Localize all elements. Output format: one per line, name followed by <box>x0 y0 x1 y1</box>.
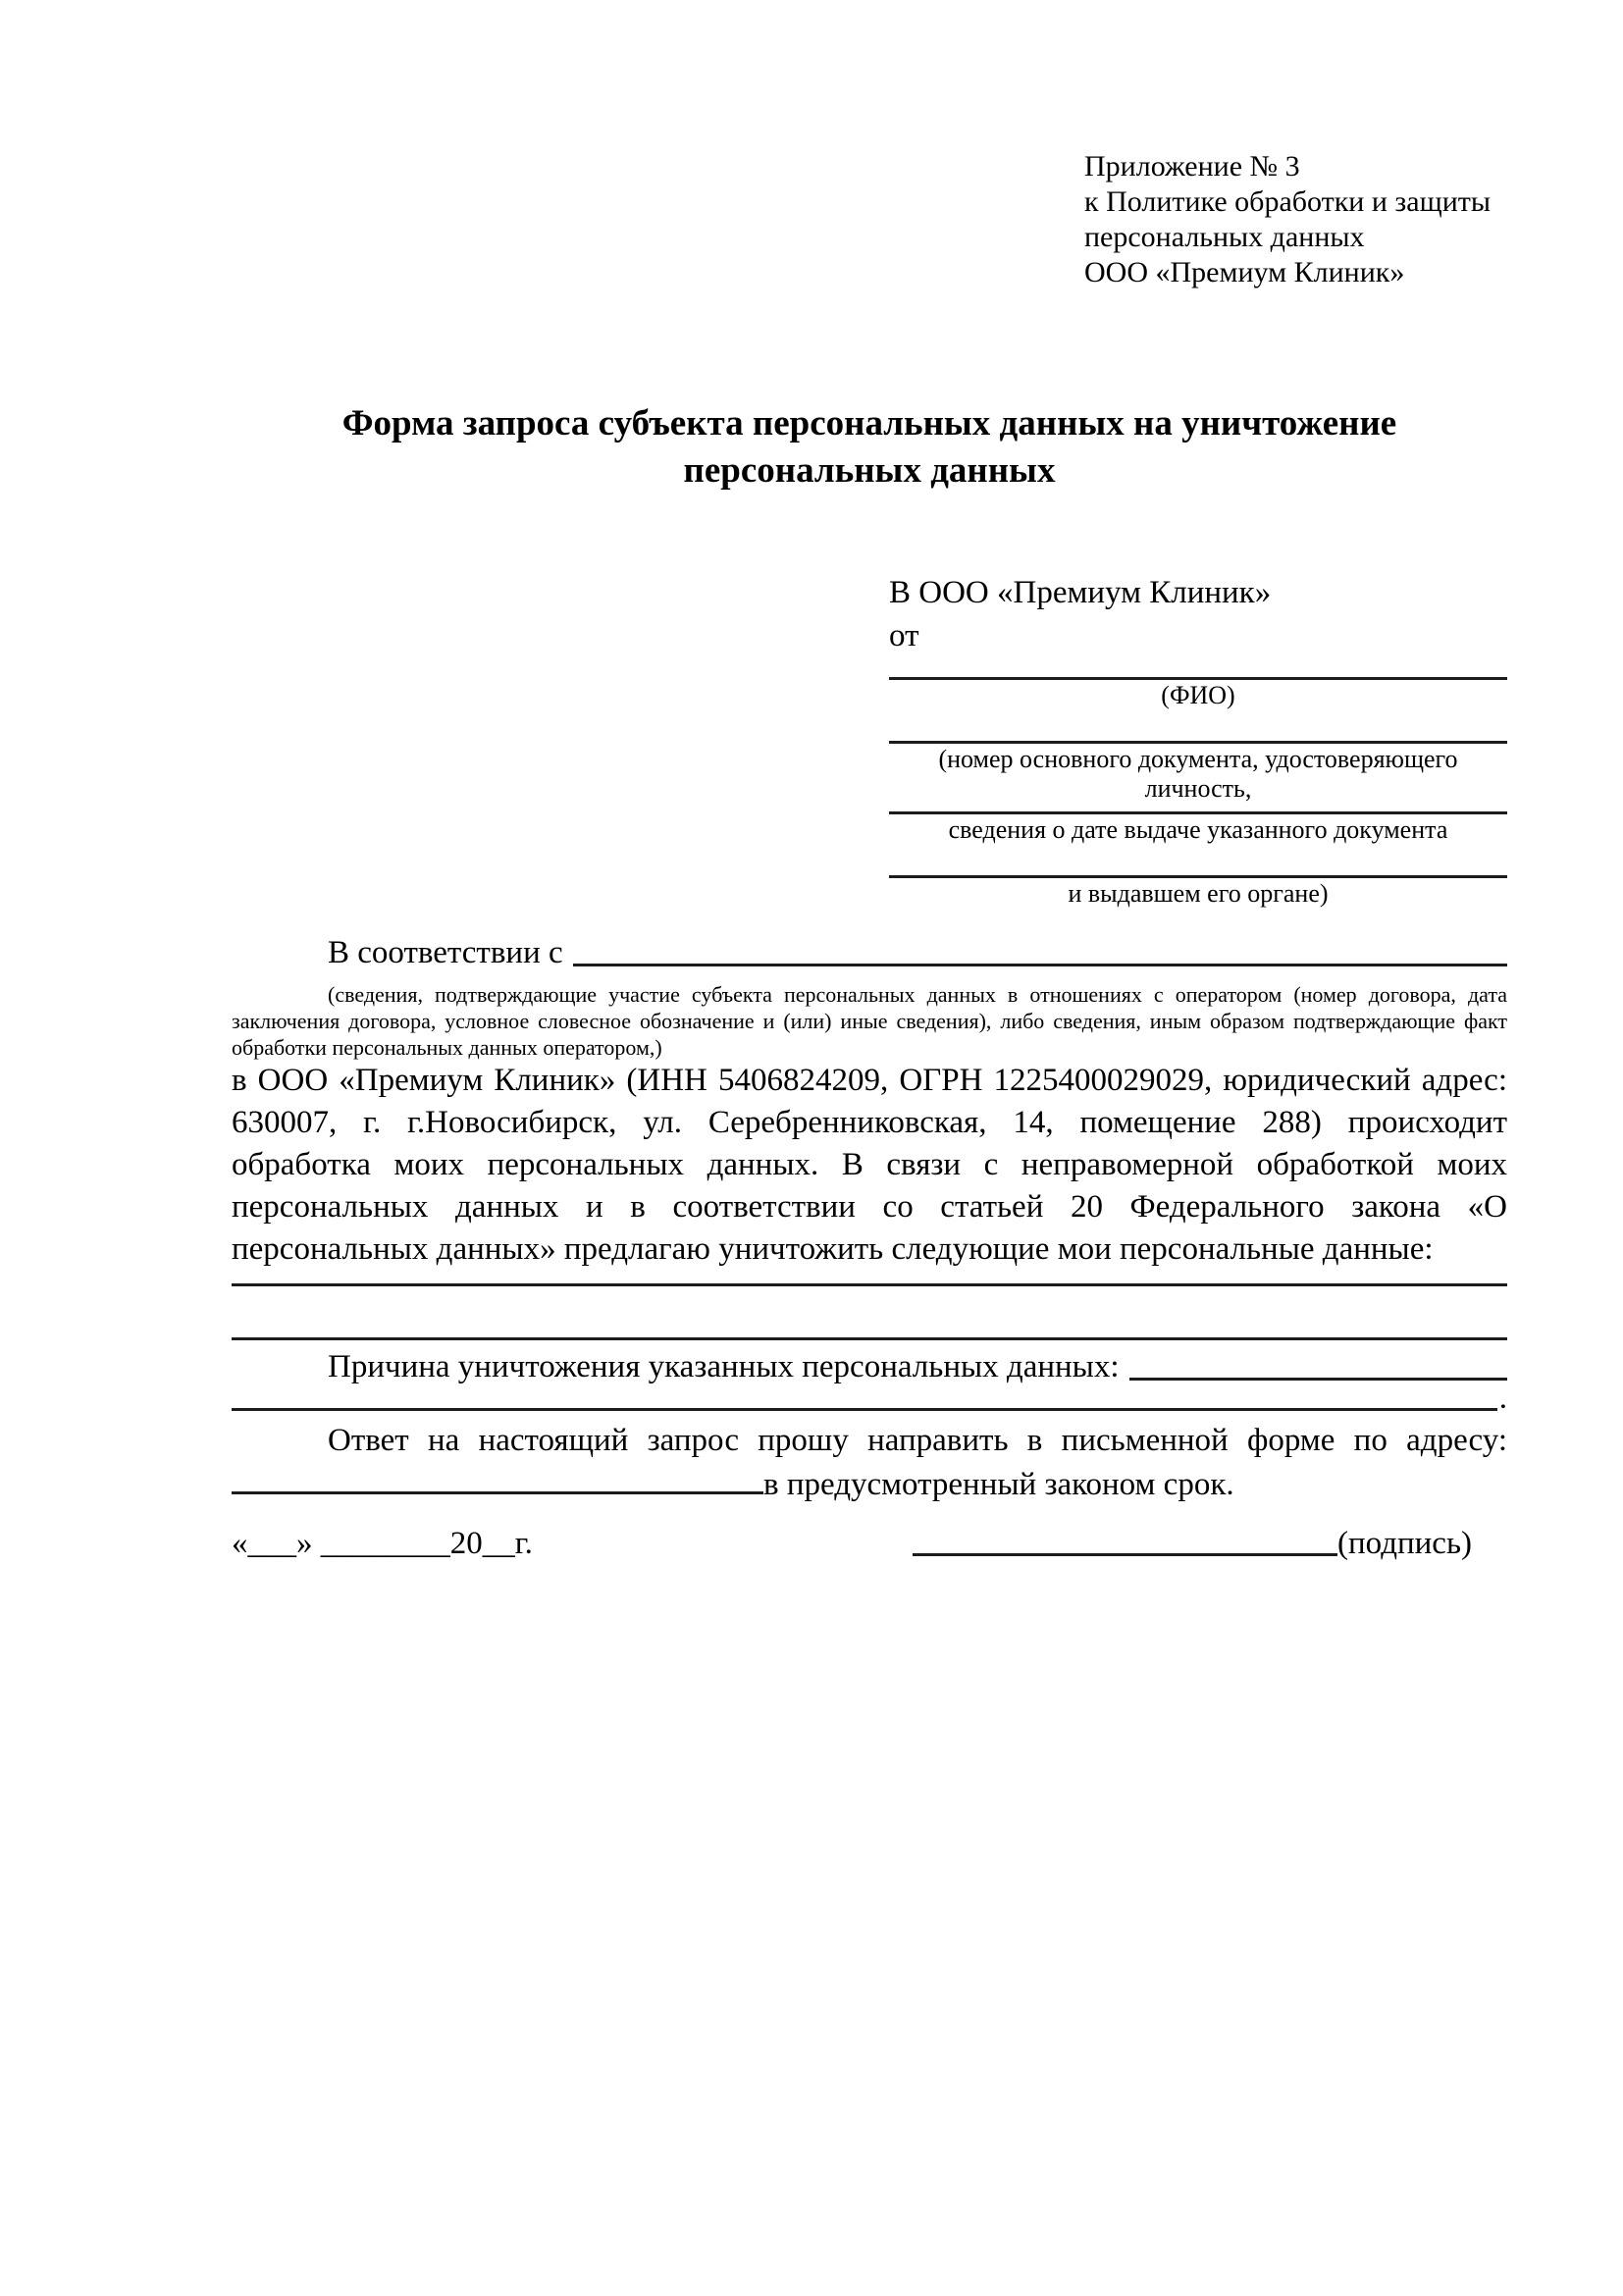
fine-print <box>232 981 1507 1061</box>
accordance-prefix: В соответствии с <box>328 935 563 970</box>
id-document-blank-line <box>889 741 1507 744</box>
reason-continuation-blank-line <box>232 1408 1497 1411</box>
signature-row <box>913 1526 1472 1562</box>
page-title-line: Форма запроса субъекта персональных данных на уничтожение <box>341 403 1397 444</box>
date-blank: «___» ________20__г. <box>232 1526 533 1561</box>
appendix-note-line: Приложение № 3 <box>1084 150 1300 183</box>
paragraph-line: обработка моих персональных данных. В связи с неправомерной обработкой моих <box>232 1147 1507 1182</box>
main-paragraph <box>232 1060 1507 1271</box>
answer-address-row <box>232 1459 1507 1506</box>
page-title <box>232 400 1507 495</box>
appendix-note-line: ООО «Премиум Клиник» <box>1084 256 1405 288</box>
issuing-authority-blank-line <box>889 875 1507 878</box>
fio-caption: (ФИО) <box>1161 681 1235 709</box>
data-blank-line <box>232 1283 1507 1286</box>
signature-caption: (подпись) <box>1337 1526 1472 1561</box>
addressee-to: В ООО «Премиум Клиник» <box>889 575 1272 610</box>
id-document-caption: (номер основного документа, удостоверяющего личность, <box>938 745 1458 803</box>
data-blank-line <box>232 1337 1507 1340</box>
sentence-period: . <box>1498 1381 1507 1416</box>
signature-blank-line <box>913 1553 1337 1556</box>
reason-continuation-row <box>232 1378 1507 1417</box>
addressee-from: от <box>889 618 919 653</box>
reason-blank-line <box>1129 1349 1507 1381</box>
fine-print-line: обработки персональных данных оператором,) <box>232 1035 662 1060</box>
issuing-authority-caption: и выдавшем его органе) <box>1068 879 1329 908</box>
fio-blank-line <box>889 677 1507 680</box>
paragraph-line: персональных данных и в соответствии со статьей 20 Федерального закона «О <box>232 1189 1507 1225</box>
reason-label: Причина уничтожения указанных персональных данных: <box>328 1349 1120 1384</box>
appendix-note-line: персональных данных <box>1084 221 1365 253</box>
issue-date-blank-line <box>889 811 1507 814</box>
appendix-note-line: к Политике обработки и защиты <box>1084 185 1492 218</box>
accordance-row <box>232 935 1507 971</box>
paragraph-line: в ООО «Премиум Клиник» (ИНН 5406824209, ОГРН 1225400029029, юридический адрес: <box>232 1063 1507 1098</box>
paragraph-line: персональных данных» предлагаю уничтожить следующие мои персональные данные: <box>232 1231 1434 1267</box>
accordance-blank-line <box>573 935 1507 966</box>
answer-tail: в предусмотренный законом срок. <box>763 1467 1234 1502</box>
paragraph-line: 630007, г. г.Новосибирск, ул. Серебренниковская, 14, помещение 288) происходит <box>232 1105 1507 1140</box>
fine-print-line: заключения договора, условное словесное обозначение и (или) иные сведения), либо сведения, иным образом подтверждающие факт <box>232 1009 1507 1033</box>
issue-date-caption: сведения о дате выдаче указанного документа <box>948 815 1448 844</box>
fine-print-line: (сведения, подтверждающие участие субъекта персональных данных в отношениях с оператором (номер договора, дата <box>328 982 1507 1007</box>
page-title-line: персональных данных <box>683 450 1056 491</box>
answer-request-line: Ответ на настоящий запрос прошу направить в письменной форме по адресу: <box>328 1423 1507 1458</box>
address-blank-line <box>232 1459 763 1494</box>
paragraph-indent <box>232 935 328 971</box>
appendix-note <box>1084 149 1491 290</box>
